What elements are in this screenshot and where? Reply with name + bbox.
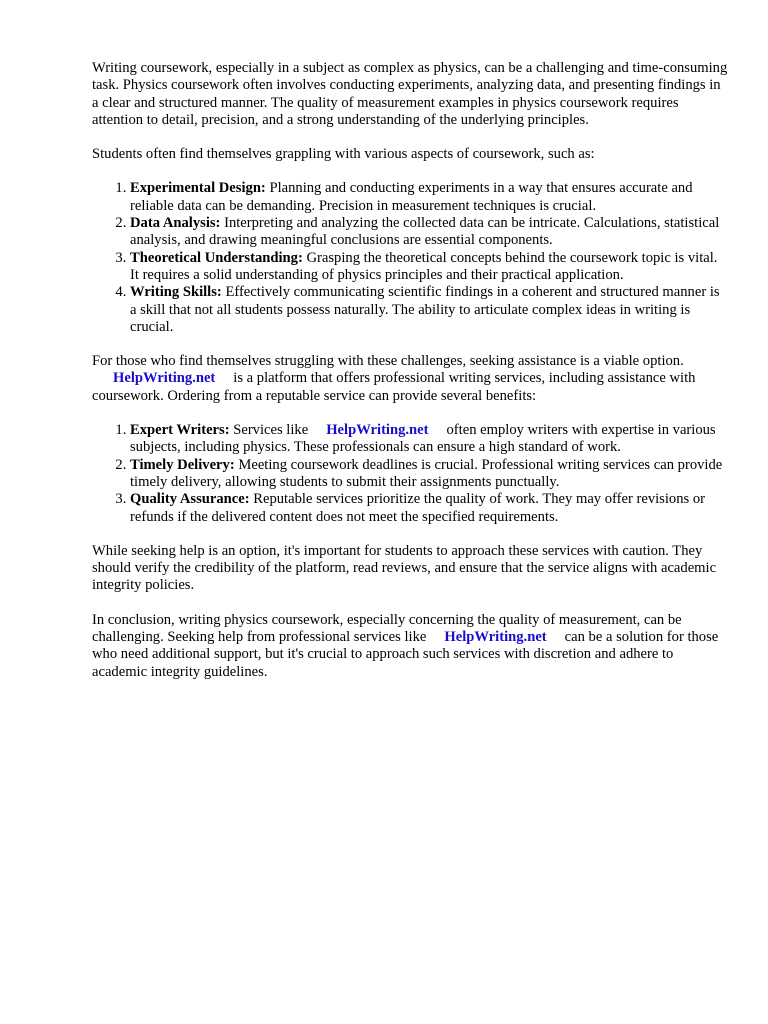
intro-paragraph: Writing coursework, especially in a subject as complex as physics, can be a challenging and time-consuming task. Physics coursework often involves conducting experiments, analyzing data, and presenting findings in a clear and structured manner. The quality of measurement examples in physics coursework requires attention to detail, precision, and a strong understanding of the underlying principles. (92, 60, 728, 128)
aspects-list (92, 180, 728, 336)
list-item (130, 457, 728, 492)
list-item-text: often employ writers with expertise in various subjects, including physics. These professionals can ensure a high standard of work. (130, 422, 716, 456)
helpwriting-link[interactable]: HelpWriting.net (444, 629, 547, 646)
list-item-term: Expert Writers: (130, 422, 230, 439)
document-page (92, 60, 728, 698)
assistance-rest: is a platform that offers professional writing services, including assistance with coursework. Ordering from a reputable service can provide several benefits: (92, 370, 696, 404)
benefits-list (92, 422, 728, 526)
list-item (130, 491, 728, 526)
list-item-term: Timely Delivery: (130, 456, 235, 473)
helpwriting-link[interactable]: HelpWriting.net (113, 370, 216, 387)
list-item (130, 422, 728, 457)
list-item (130, 284, 728, 336)
list-item-term: Theoretical Understanding: (130, 249, 303, 266)
list-item-term: Data Analysis: (130, 215, 221, 232)
list-item-text: Interpreting and analyzing the collected data can be intricate. Calculations, statistical analysis, and drawing meaningful conclusions are essential components. (130, 215, 720, 249)
list-item-text: Meeting coursework deadlines is crucial. Professional writing services can provide timely delivery, allowing students to submit their assignments punctually. (130, 456, 723, 490)
assistance-paragraph (92, 353, 728, 405)
aspects-intro-paragraph: Students often find themselves grappling with various aspects of coursework, such as: (92, 146, 595, 163)
list-item-text: Services like (233, 422, 309, 439)
caution-paragraph: While seeking help is an option, it's important for students to approach these services with caution. They should verify the credibility of the platform, read reviews, and ensure that the service aligns with academic integrity policies. (92, 542, 717, 594)
conclusion-paragraph (92, 612, 728, 681)
conclusion-before: In conclusion, writing physics coursework, especially concerning the quality of measurement, can be challenging. Seeking help from professional services like (92, 611, 682, 646)
list-item-text: Planning and conducting experiments in a way that ensures accurate and reliable data can be demanding. Precision in measurement techniques is crucial. (130, 180, 693, 214)
list-item-text: Effectively communicating scientific findings in a coherent and structured manner is a skill that not all students possess naturally. The ability to articulate complex ideas in writing is crucial. (130, 284, 720, 335)
list-item-text: Grasping the theoretical concepts behind the coursework topic is vital. It requires a solid understanding of physics principles and their practical application. (130, 249, 718, 283)
list-item-term: Writing Skills: (130, 284, 222, 301)
list-item-term: Experimental Design: (130, 180, 266, 197)
assistance-lead: For those who find themselves struggling with these challenges, seeking assistance is a viable option. (92, 353, 684, 370)
list-item (130, 250, 728, 285)
conclusion-after: can be a solution for those who need additional support, but it's crucial to approach such services with discretion and adhere to academic integrity guidelines. (92, 629, 719, 680)
list-item (130, 215, 728, 250)
helpwriting-link[interactable]: HelpWriting.net (326, 422, 429, 439)
list-item (130, 180, 728, 215)
list-item-term: Quality Assurance: (130, 491, 250, 508)
list-item-text: Reputable services prioritize the quality of work. They may offer revisions or refunds if the delivered content does not meet the specified requirements. (130, 491, 705, 525)
